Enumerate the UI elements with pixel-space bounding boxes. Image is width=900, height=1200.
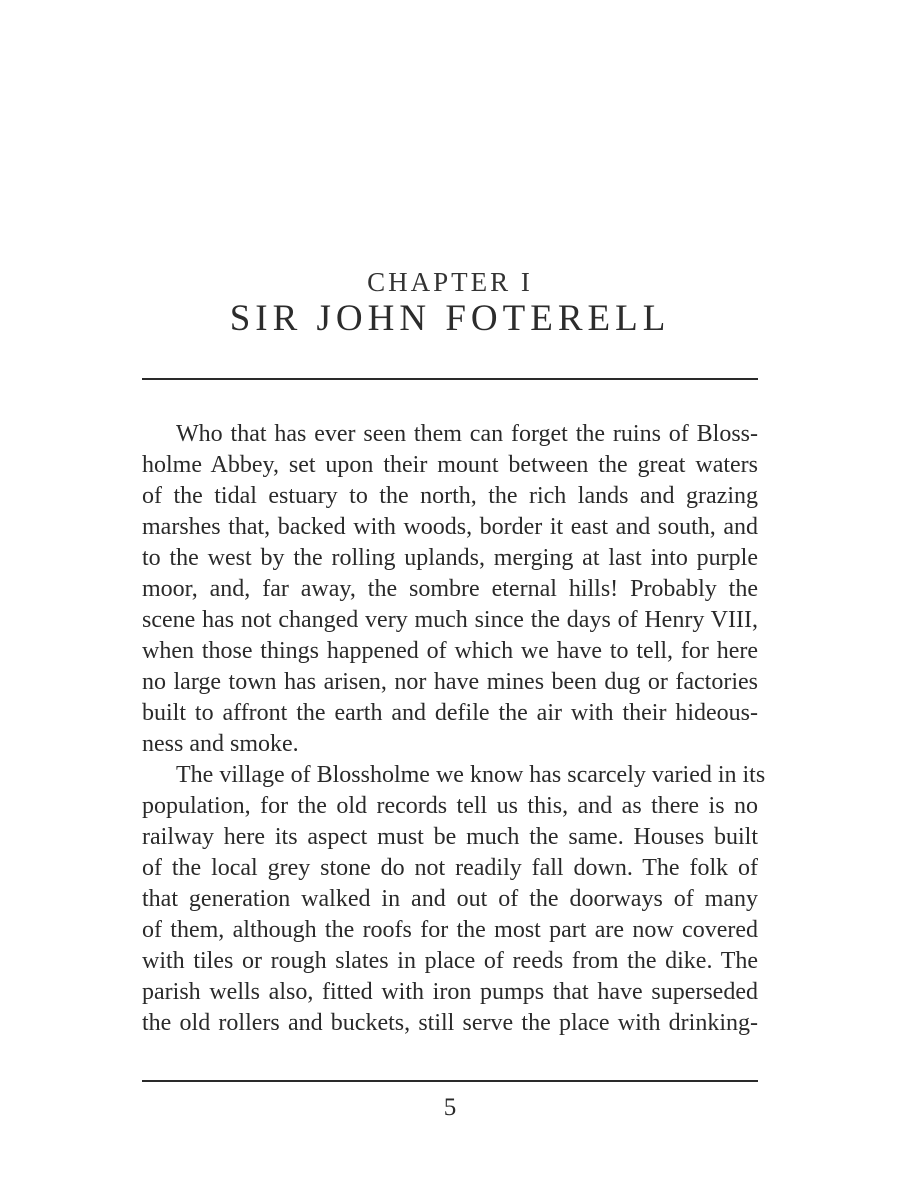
- text-line: moor, and, far away, the sombre eternal hills! Probably the: [142, 576, 758, 602]
- text-line: that generation walked in and out of the doorways of many: [142, 886, 758, 912]
- text-line: marshes that, backed with woods, border it east and south, and: [142, 514, 758, 540]
- text-line: scene has not changed very much since the days of Henry VIII,: [142, 607, 758, 633]
- text-line: population, for the old records tell us this, and as there is no: [142, 793, 758, 819]
- text-line: built to affront the earth and defile the air with their hideous-: [142, 700, 758, 726]
- body-text: [142, 419, 766, 1039]
- top-rule: [142, 378, 758, 380]
- text-line: when those things happened of which we have to tell, for here: [142, 638, 758, 664]
- paragraph-1: [142, 419, 758, 760]
- text-line: The village of Blossholme we know has scarcely varied in its: [176, 762, 766, 788]
- page-number: 5: [443, 1094, 457, 1121]
- text-line: to the west by the rolling uplands, merging at last into purple: [142, 545, 758, 571]
- chapter-label: CHAPTER I: [367, 267, 533, 297]
- text-line: railway here its aspect must be much the same. Houses built: [142, 824, 758, 850]
- text-line: holme Abbey, set upon their mount between the great waters: [142, 452, 758, 478]
- text-line: the old rollers and buckets, still serve the place with drinking-: [142, 1010, 758, 1036]
- chapter-title: SIR JOHN FOTERELL: [229, 298, 671, 339]
- text-line: of the local grey stone do not readily fall down. The folk of: [142, 855, 758, 881]
- text-line: of them, although the roofs for the most part are now covered: [142, 917, 758, 943]
- paragraph-2: [142, 760, 766, 1039]
- text-line: ness and smoke.: [142, 731, 299, 757]
- text-line: of the tidal estuary to the north, the rich lands and grazing: [142, 483, 758, 509]
- text-line: with tiles or rough slates in place of reeds from the dike. The: [142, 948, 758, 974]
- bottom-rule: [142, 1080, 758, 1082]
- text-line: parish wells also, fitted with iron pumps that have superseded: [142, 979, 758, 1005]
- text-line: no large town has arisen, nor have mines been dug or factories: [142, 669, 758, 695]
- text-line: Who that has ever seen them can forget the ruins of Bloss-: [176, 421, 758, 447]
